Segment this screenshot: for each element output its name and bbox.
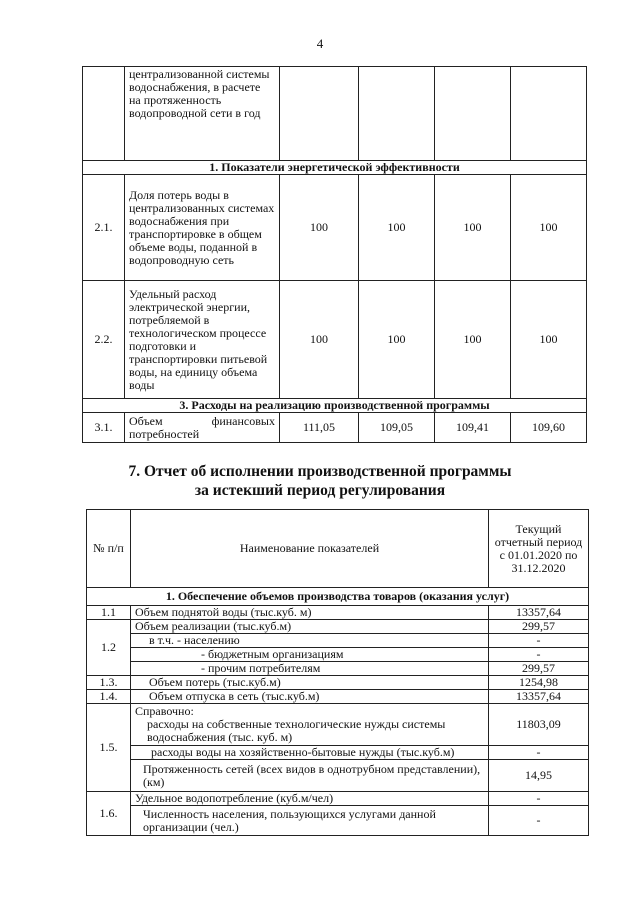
- table-row: [87, 634, 589, 648]
- row-number: 1.1: [87, 606, 131, 620]
- heading-line: 7. Отчет об исполнении производственной программы: [128, 463, 512, 480]
- indicator-name: расходы воды на хозяйственно-бытовые нужды (тыс.куб.м): [131, 746, 489, 760]
- section-title: 3. Расходы на реализацию производственной программы: [83, 399, 587, 413]
- row-number: 1.4.: [87, 690, 131, 704]
- indicator-name: Численность населения, пользующихся услугами данной организации (чел.): [131, 806, 489, 836]
- indicator-text: Удельный расход электрической энергии, потребляемой в технологическом процессе подготовки и транспортировки питьевой воды, на единицу объема воды: [125, 281, 280, 399]
- report-table: [86, 509, 589, 836]
- section-title: 1. Показатели энергетической эффективности: [83, 161, 587, 175]
- indicator-name: Объем потерь (тыс.куб.м): [131, 676, 489, 690]
- indicator-text-line: потребностей: [129, 426, 200, 441]
- indicator-name: Объем отпуска в сеть (тыс.куб.м): [131, 690, 489, 704]
- value-cell: 299,57: [489, 662, 589, 676]
- table-row: [83, 413, 587, 443]
- section-heading: [0, 462, 640, 500]
- value-cell: 100: [280, 281, 359, 399]
- row-number: 2.1.: [83, 175, 125, 281]
- value-cell: 299,57: [489, 620, 589, 634]
- value-cell: 109,41: [435, 413, 511, 443]
- heading-line: за истекший период регулирования: [194, 482, 446, 499]
- table-row: [83, 175, 587, 281]
- row-number: 1.5.: [87, 704, 131, 792]
- value-cell: 14,95: [489, 760, 589, 792]
- value-cell: 11803,09: [489, 704, 589, 746]
- indicator-name: Объем реализации (тыс.куб.м): [131, 620, 489, 634]
- indicator-text: [125, 413, 280, 443]
- table-row: [87, 760, 589, 792]
- value-cell: 13357,64: [489, 690, 589, 704]
- value-cell: 109,60: [511, 413, 587, 443]
- value-cell: -: [489, 806, 589, 836]
- table-row: [87, 676, 589, 690]
- value-cell: 100: [280, 175, 359, 281]
- reference-label: Справочно:: [135, 704, 194, 718]
- value-cell: 111,05: [280, 413, 359, 443]
- value-cell: 100: [359, 281, 435, 399]
- table-row: [87, 606, 589, 620]
- value-cell: -: [489, 634, 589, 648]
- indicator-name: в т.ч. - населению: [131, 634, 489, 648]
- indicator-text: Доля потерь воды в централизованных системах водоснабжения при транспортировке в общем объеме воды, поданной в водопроводную сеть: [125, 175, 280, 281]
- table-row: [87, 806, 589, 836]
- value-cell: -: [489, 648, 589, 662]
- section-row: [83, 399, 587, 413]
- table-row: [87, 792, 589, 806]
- indicator-name: - бюджетным организациям: [131, 648, 489, 662]
- value-cell: 100: [511, 175, 587, 281]
- indicator-text: централизованной системы водоснабжения, в расчете на протяженность водопроводной сети в год: [125, 67, 280, 161]
- section-row: [83, 161, 587, 175]
- column-header-num: № п/п: [87, 510, 131, 588]
- row-number: 1.2: [87, 620, 131, 676]
- row-number: 3.1.: [83, 413, 125, 443]
- row-number: 1.6.: [87, 792, 131, 836]
- indicator-text-line: Объем финансовых: [129, 413, 275, 428]
- table-row: [87, 648, 589, 662]
- indicator-name: Удельное водопотребление (куб.м/чел): [131, 792, 489, 806]
- table-row: [87, 662, 589, 676]
- table-row: [87, 620, 589, 634]
- page-number: 4: [316, 36, 324, 51]
- row-number: 1.3.: [87, 676, 131, 690]
- header-row: [87, 510, 589, 588]
- row-number: 2.2.: [83, 281, 125, 399]
- value-cell: -: [489, 792, 589, 806]
- section-row: [87, 588, 589, 606]
- column-header-name: Наименование показателей: [131, 510, 489, 588]
- indicator-text: расходы на собственные технологические нужды системы водоснабжения (тыс. куб. м): [147, 717, 446, 744]
- value-cell: 100: [435, 175, 511, 281]
- section-title: 1. Обеспечение объемов производства товаров (оказания услуг): [87, 588, 589, 606]
- table-row: [87, 704, 589, 746]
- table-row: [83, 67, 587, 161]
- value-cell: 109,05: [359, 413, 435, 443]
- indicator-name: Протяженность сетей (всех видов в однотрубном представлении), (км): [131, 760, 489, 792]
- value-cell: 100: [511, 281, 587, 399]
- value-cell: 13357,64: [489, 606, 589, 620]
- indicator-name: - прочим потребителям: [131, 662, 489, 676]
- table-row: [87, 746, 589, 760]
- indicator-name: Объем поднятой воды (тыс.куб. м): [131, 606, 489, 620]
- table-row: [83, 281, 587, 399]
- value-cell: 100: [435, 281, 511, 399]
- indicator-name: [131, 704, 489, 746]
- indicators-table: [82, 66, 587, 443]
- table-row: [87, 690, 589, 704]
- value-cell: 1254,98: [489, 676, 589, 690]
- value-cell: 100: [359, 175, 435, 281]
- value-cell: -: [489, 746, 589, 760]
- column-header-period: Текущий отчетный период с 01.01.2020 по 31.12.2020: [489, 510, 589, 588]
